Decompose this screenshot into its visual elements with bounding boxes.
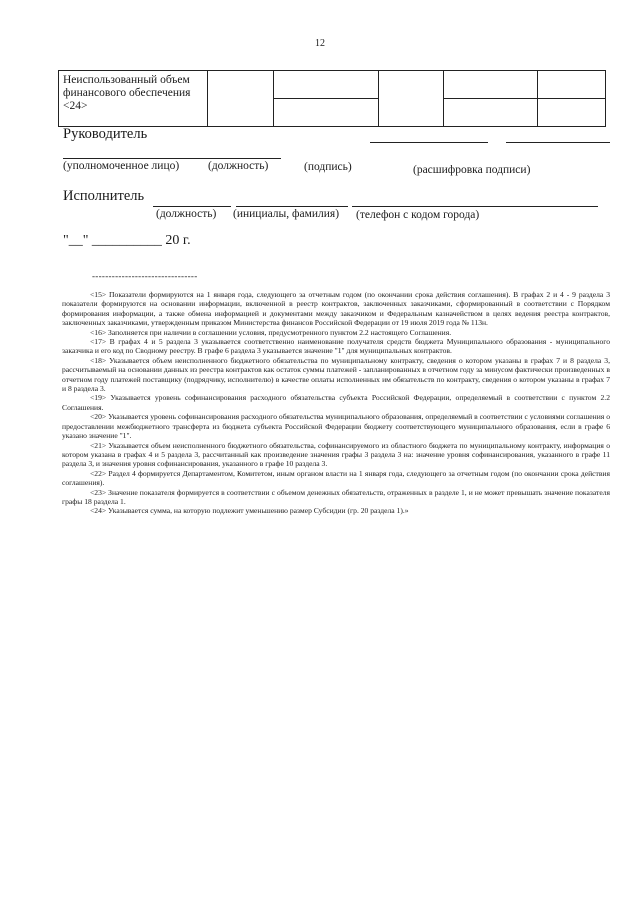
page-number: 12	[315, 38, 325, 49]
head-label: Руководитель	[63, 126, 148, 142]
date-line: "__" __________ 20 г.	[63, 233, 191, 248]
footnote-20: <20> Указывается уровень софинансирования расходного обязательства муниципального образования, определяемый в соответствии с условиями соглашения о предоставлении межбюджетного трансферта из бюджета субъекта Российской Федерации бюджету соответствующего муниципального образования, если в графе 6 указано значение "1".	[62, 412, 610, 441]
signature-line	[236, 206, 348, 207]
footnote-21: <21> Указывается объем неисполненного бюджетного обязательства, софинансируемого из областного бюджета по муниципальному контракту, информация о котором указана в графах 4 и 5 раздела 3, рассчитанный как произведение значения графы 3 раздела 3 на: значение уровня софинансирования, указанного в графе 11 раздела 3, и значения уровня софинансирования, указанного в графе 10 раздела 3.	[62, 440, 610, 469]
signature-caption: (подпись)	[304, 161, 352, 173]
table-cell	[274, 71, 379, 99]
signature-line	[506, 142, 610, 143]
signature-line	[370, 142, 488, 143]
signature-decoding-caption: (расшифровка подписи)	[413, 164, 531, 176]
footnote-19: <19> Указывается уровень софинансирования расходного обязательства субъекта Российской Федерации, определяемый в соответствии с пунктом 2.2 Соглашения.	[62, 393, 610, 412]
authorized-person-caption: (уполномоченное лицо)	[63, 160, 180, 172]
table-cell	[444, 99, 538, 127]
footnote-17: <17> В графах 4 и 5 раздела 3 указывается соответственно наименование получателя средств бюджета Муниципального образования - муниципального заказчика и его код по Сводному реестру. В графе 6 раздела 3 указывается значение "1" для муниципальных контрактов.	[62, 337, 610, 356]
finance-table	[58, 70, 606, 127]
table-cell	[274, 99, 379, 127]
signature-line	[153, 206, 231, 207]
footnote-23: <23> Значение показателя формируется в соответствии с объемом денежных обязательств, отраженных в разделе 1, и не может превышать значение показателя графы 18 раздела 1.	[62, 487, 610, 506]
footnote-16: <16> Заполняется при наличии в соглашении условия, предусмотренного пунктом 2.2 настоящего Соглашения.	[90, 327, 452, 337]
executor-label: Исполнитель	[63, 188, 145, 204]
footnote-15: <15> Показатели формируются на 1 января года, следующего за отчетным годом (по окончании срока действия соглашения). В графах 2 и 4 - 9 раздела 3 показатели формируются на основании информации, включенной в реестр контрактов, заключенных заказчиками, сформированный в соответствии с Порядком формирования информации, а также обмена информацией и документами между заказчиком и Федеральным казначейством в целях ведения реестра контрактов, заключенных заказчиками, утвержденным приказом Министерства финансов Российской Федерации от 19 июля 2019 года № 113н.	[62, 290, 610, 328]
table-cell	[538, 71, 606, 99]
footnote-18: <18> Указывается объем неисполненного бюджетного обязательства по муниципальному контракту, сведения о котором указаны в графах 7 и 8 раздела 3, рассчитываемый на основании данных из реестра контрактов как остаток суммы платежей - запланированных в отчетном году за минусом фактически произведенных в отчетном году платежей поставщику (подрядчику, исполнителю) в качестве оплаты исполненных им обязательств по контракту, сведения о котором указаны в графах 7 и 8 раздела 3.	[62, 355, 610, 394]
initials-caption: (инициалы, фамилия)	[233, 208, 340, 220]
unused-finance-label: Неиспользованный объем финансового обеспечения <24>	[59, 71, 208, 127]
table-cell	[538, 99, 606, 127]
phone-caption: (телефон с кодом города)	[356, 209, 480, 221]
table-cell	[208, 71, 274, 127]
table-cell	[444, 71, 538, 99]
table-cell	[379, 71, 444, 127]
footnotes	[62, 290, 610, 516]
signature-line	[352, 206, 598, 207]
signature-line	[63, 158, 281, 159]
footnote-24: <24> Указывается сумма, на которую подлежит уменьшению размер Субсидии (гр. 20 раздела 1).»	[90, 506, 409, 516]
position-caption: (должность)	[156, 208, 217, 220]
footnote-22: <22> Раздел 4 формируется Департаментом, Комитетом, иным органом власти на 1 января года, следующего за отчетным годом (по окончании срока действия соглашения).	[62, 468, 610, 488]
separator: --------------------------------	[92, 271, 198, 281]
position-caption: (должность)	[208, 160, 269, 172]
